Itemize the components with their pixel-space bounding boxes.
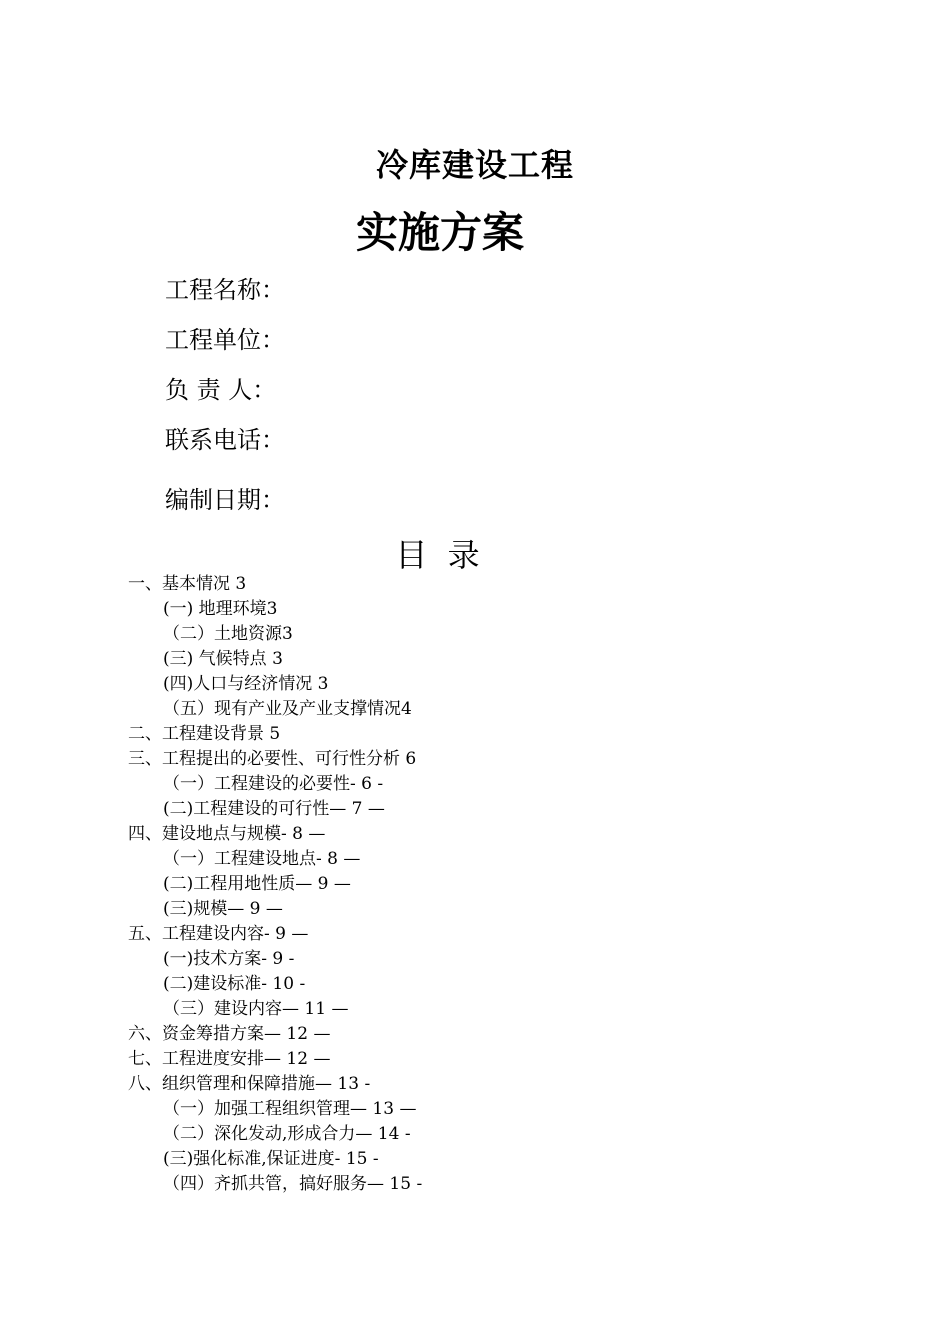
field-project-name: 工程名称： <box>165 276 285 304</box>
toc-item: （三）建设内容— 11 — <box>163 999 349 1019</box>
toc-item: （五）现有产业及产业支撑情况4 <box>163 699 412 719</box>
toc-item: （一）工程建设的必要性- 6 - <box>163 774 384 794</box>
toc-item: （二）土地资源3 <box>163 624 293 644</box>
toc-item: (二)建设标准- 10 - <box>163 974 306 994</box>
toc-item: 四、建设地点与规模- 8 — <box>128 824 326 844</box>
document-title: 冷库建设工程 <box>375 146 574 184</box>
toc-item: (二)工程建设的可行性— 7 — <box>163 799 385 819</box>
toc-item: 八、组织管理和保障措施— 13 - <box>128 1074 371 1094</box>
toc-item: (二)工程用地性质— 9 — <box>163 874 351 894</box>
toc-item: (四)人口与经济情况 3 <box>163 674 329 694</box>
toc-item: 二、工程建设背景 5 <box>128 724 281 744</box>
toc-item: 一、基本情况 3 <box>128 574 247 594</box>
toc-title: 目 录 <box>395 536 480 574</box>
toc-item: 六、资金筹措方案— 12 — <box>128 1024 331 1044</box>
toc-item: (三)规模— 9 — <box>163 899 283 919</box>
field-project-unit: 工程单位： <box>165 326 285 354</box>
document-subtitle: 实施方案 <box>355 208 524 257</box>
toc-item: （二）深化发动,形成合力— 14 - <box>163 1124 411 1144</box>
toc-item: 五、工程建设内容- 9 — <box>128 924 309 944</box>
toc-item: 七、工程进度安排— 12 — <box>128 1049 331 1069</box>
toc-item: （四）齐抓共管，搞好服务— 15 - <box>163 1174 423 1194</box>
toc-item: (三)强化标准,保证进度- 15 - <box>163 1149 379 1169</box>
field-compile-date: 编制日期： <box>165 486 285 514</box>
field-contact-phone: 联系电话： <box>165 426 285 454</box>
toc-item: （一）工程建设地点- 8 — <box>163 849 361 869</box>
toc-item: (三) 气候特点 3 <box>163 649 283 669</box>
toc-item: (一)技术方案- 9 - <box>163 949 295 969</box>
toc-item: （一）加强工程组织管理— 13 — <box>163 1099 417 1119</box>
field-person-in-charge: 负 责 人： <box>165 376 277 404</box>
toc-item: (一) 地理环境3 <box>163 599 278 619</box>
toc-item: 三、工程提出的必要性、可行性分析 6 <box>128 749 417 769</box>
